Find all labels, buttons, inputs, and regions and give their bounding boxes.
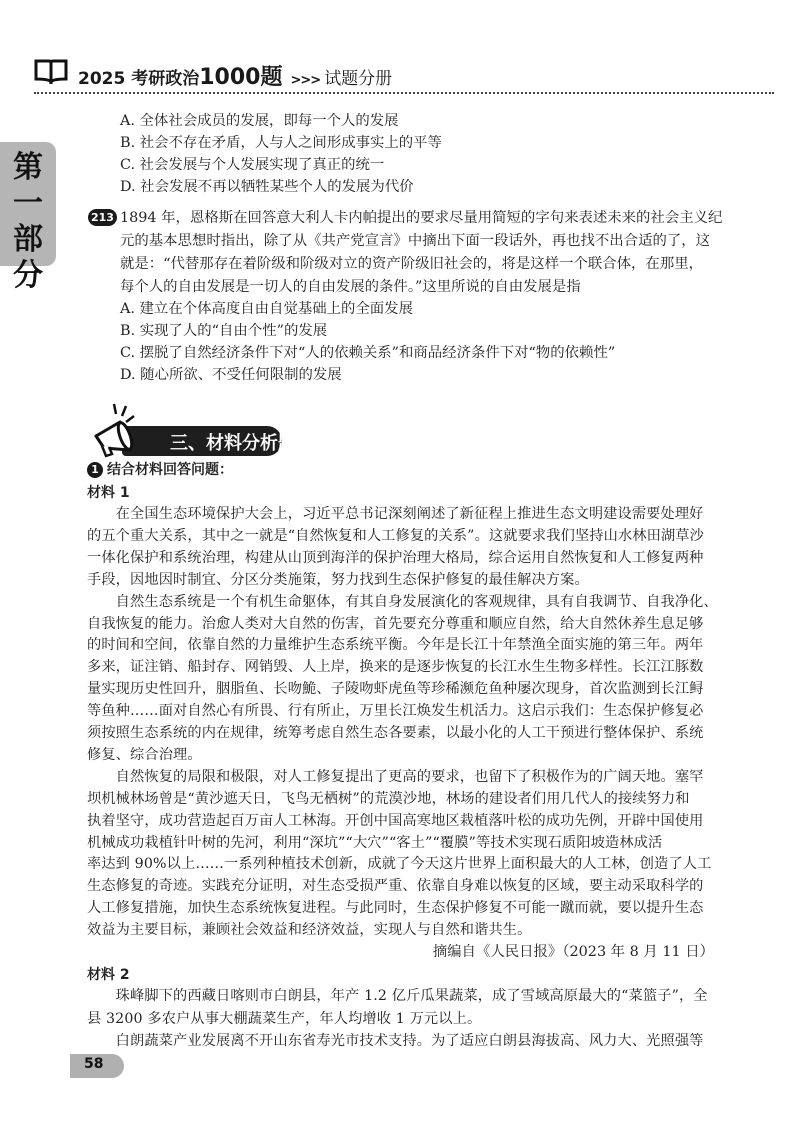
section-title: 三、材料分析题 [170,433,296,454]
question-number-badge: 213 [88,209,117,226]
title-tail: 题 [260,65,283,90]
material1-line: 的五个重大关系，其中之一就是“自然恢复和人工修复的关系”。这就要求我们坚持山水林田湖草沙 [87,527,704,544]
page-number-tab [70,1054,124,1078]
material1-line: 自然恢复的局限和极限，对人工修复提出了更高的要求，也留下了积极作为的广阔天地。塞罕 [87,768,704,785]
material1-line: 量实现历史性回升，胭脂鱼、长吻鮠、子陵吻虾虎鱼等珍稀濒危鱼种屡次现身，首次监测到长江鲟 [87,681,704,698]
material1-line: 执着坚守，成功营造起百万亩人工林海。开创中国高寒地区栽植落叶松的成功先例，开辟中国使用 [87,812,704,829]
material2-line: 白朗蔬菜产业发展离不开山东省寿光市技术支持。为了适应白朗县海拔高、风力大、光照强等 [87,1033,704,1049]
material1-line: 效益为主要目标，兼顾社会效益和经济效益，实现人与自然和谐共生。 [87,922,532,939]
material1-line: 在全国生态环境保护大会上，习近平总书记深刻阐述了新征程上推进生态文明建设需要处理好 [87,506,704,522]
material1-line: 自我恢复的能力。治愈人类对大自然的伤害，首先要充分尊重和顺应自然，给大自然休养生息足够 [87,615,704,632]
material1-line: 多来，证注销、船封存、网销毁、人上岸，换来的是逐步恢复的长江水生生物多样性。长江江豚数 [87,659,704,676]
open-book-icon [34,58,68,84]
material1-line: 自然生态系统是一个有机生命躯体，有其自身发展演化的客观规律，具有自我调节、自我净化、 [87,593,718,610]
q213-text-1: 1894 年，恩格斯在回答意大利人卡内帕提出的要求尽量用简短的字句来表述未来的社会主义纪 [119,210,723,226]
title-year: 2025 [78,69,126,89]
question-1-badge: 1 [87,462,103,478]
material-2-title: 材料 2 [87,967,130,983]
header-divider [34,92,774,94]
material1-line: 人工修复措施，加快生态系统恢复进程。与此同时，生态保护修复不可能一蹴而就，要以提升生态 [87,900,704,917]
page-header [34,52,774,92]
prev-option-d: D. 社会发展不再以牺牲某些个人的发展为代价 [120,179,414,195]
material1-line: 手段，因地因时制宜、分区分类施策，努力找到生态保护修复的最佳解决方案。 [87,571,589,588]
material1-line: 修复、综合治理。 [87,746,202,763]
material1-line: 生态修复的奇迹。实践充分证明，对生态受损严重、依靠自身难以恢复的区域，要主动采取科学的 [87,878,704,895]
question-1-heading [87,459,233,479]
q213-line-4: 每个人的自由发展是一切人的自由发展的条件。”这里所说的自由发展是指 [120,279,581,295]
megaphone-icon [90,402,150,460]
material2-line: 珠峰脚下的西藏日喀则市白朗县，年产 1.2 亿斤瓜果蔬菜，成了雪域高原最大的“菜篮子”，全 [87,988,708,1004]
material1-line: 等鱼种……面对自然心有所畏、行有所止，万里长江焕发生机活力。这启示我们：生态保护修复必 [87,703,704,720]
title-mid: 考研政治 [131,69,200,89]
material1-line: 一体化保护和系统治理，构建从山顶到海洋的保护治理大格局，综合运用自然恢复和人工修复两种 [87,549,704,566]
q213-option-c: C. 摆脱了自然经济条件下对“人的依赖关系”和商品经济条件下对“物的依赖性” [120,345,616,361]
material1-line: 率达到 90%以上……一系列种植技术创新，成就了今天这片世界上面积最大的人工林，创造了人工 [87,856,712,873]
section-banner [90,402,296,458]
q213-line-3: 就是：“代替那存在着阶级和阶级对立的资产阶级旧社会的，将是这样一个联合体，在那里， [120,256,703,272]
material1-line: 坝机械林场曾是“黄沙遮天日，飞鸟无栖树”的荒漠沙地，林场的建设者们用几代人的接续努力和 [87,790,690,807]
material-1-source: 摘编自《人民日报》（2023 年 8 月 11 日） [432,944,714,960]
title-big: 1000 [199,65,261,90]
part-label: 第一部分 [13,150,43,293]
title-arrows: >>> [290,73,321,88]
q213-option-b: B. 实现了人的“自由个性”的发展 [120,323,328,339]
material2-line: 县 3200 多农户从事大棚蔬菜生产，年人均增收 1 万元以上。 [87,1010,482,1027]
material1-line: 的时间和空间，依靠自然的力量维护生态系统平衡。今年是长江十年禁渔全面实施的第三年。两年 [87,637,704,654]
part-side-tab [0,142,56,293]
q213-line-2: 元的基本思想时指出，除了从《共产党宣言》中摘出下面一段话外，再也找不出合适的了，这 [120,233,711,249]
q213-option-d: D. 随心所欲、不受任何限制的发展 [120,367,342,383]
prev-option-c: C. 社会发展与个人发展实现了真正的统一 [120,157,385,173]
material1-line: 机械成功栽植针叶树的先河，利用“深坑”“大穴”“客土”“覆膜”等技术实现石质阳坡造林成活 [87,834,663,851]
material1-line: 须按照生态系统的内在规律，统筹考虑自然生态各要素，以最小化的人工干预进行整体保护、系统 [87,725,704,741]
prev-option-b: B. 社会不存在矛盾，人与人之间形成事实上的平等 [120,135,442,151]
question-1-prompt: 结合材料回答问题： [107,462,233,478]
material-1-title: 材料 1 [87,485,130,501]
title-subtitle: 试题分册 [324,69,393,89]
prev-option-a: A. 全体社会成员的发展，即每一个人的发展 [120,113,399,129]
q213-line-1 [88,208,723,229]
page-number: 58 [84,1056,104,1072]
q213-option-a: A. 建立在个体高度自由自觉基础上的全面发展 [120,301,413,317]
book-title [78,60,392,91]
